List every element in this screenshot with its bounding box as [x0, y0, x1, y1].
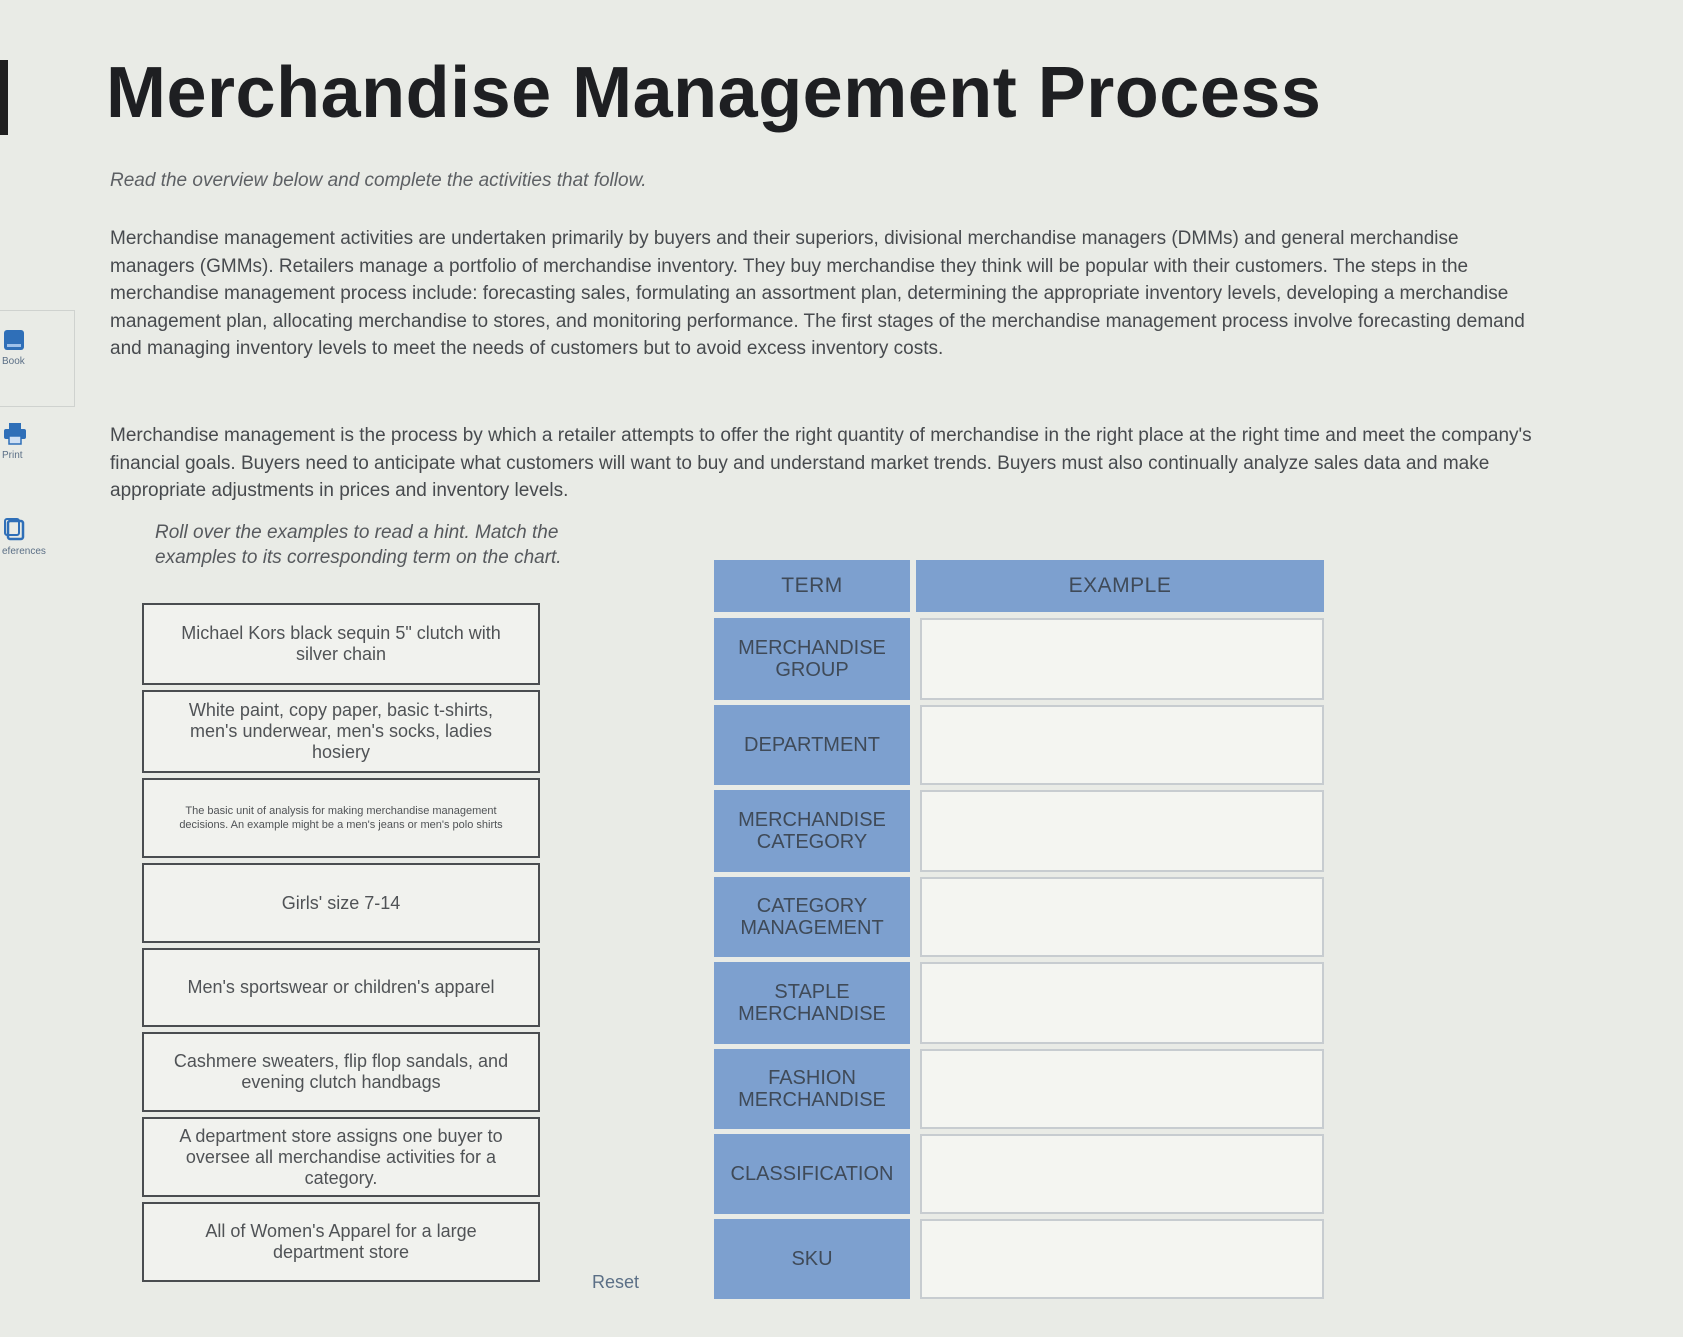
example-card[interactable]: White paint, copy paper, basic t-shirts, men's underwear, men's socks, ladies hosiery [142, 690, 540, 773]
drop-zone-category-management[interactable] [920, 877, 1324, 957]
overview-paragraph-1: Merchandise management activities are undertaken primarily by buyers and their superiors, divisional merchandise managers (DMMs) and general merchandise managers (GMMs). Retailers manage a portfolio of merchandise inventory. They buy merchandise they think will be popular with their customers. The steps in the merchandise management process include: forecasting sales, formulating an assortment plan, determining the appropriate inventory levels, developing a merchandise management plan, allocating merchandise to stores, and monitoring performance. The first stages of the merchandise management process involve forecasting demand and managing inventory levels to meet the needs of customers but to avoid excess inventory costs. [110, 228, 1525, 359]
term-staple-merchandise: STAPLE MERCHANDISE [714, 962, 910, 1044]
overview-paragraph-2: Merchandise management is the process by which a retailer attempts to offer the right quantity of merchandise in the right place at the right time and meet the company's financial goals. Buyers need to anticipate what customers will want to buy and understand market trends. Buyers must also continually analyze sales data and make appropriate adjustments in prices and inventory levels. [110, 425, 1532, 501]
example-card[interactable]: Girls' size 7-14 [142, 863, 540, 943]
drop-zone-merchandise-group[interactable] [920, 618, 1324, 700]
term-merchandise-category: MERCHANDISE CATEGORY [714, 790, 910, 872]
example-card[interactable]: A department store assigns one buyer to oversee all merchandise activities for a category. [142, 1117, 540, 1197]
drop-zone-sku[interactable] [920, 1219, 1324, 1299]
drop-zone-fashion-merchandise[interactable] [920, 1049, 1324, 1129]
sidebar-item-print[interactable] [0, 422, 66, 461]
sidebar-item-label: eferences [2, 546, 46, 557]
drop-zone-staple-merchandise[interactable] [920, 962, 1324, 1044]
term-merchandise-group: MERCHANDISE GROUP [714, 618, 910, 700]
example-card[interactable]: Michael Kors black sequin 5" clutch with silver chain [142, 603, 540, 685]
drop-zone-merchandise-category[interactable] [920, 790, 1324, 872]
chart-header-example: EXAMPLE [916, 560, 1324, 612]
sidebar-item-book[interactable] [0, 328, 66, 367]
sidebar-item-label: Book [2, 356, 25, 367]
example-card[interactable]: Men's sportswear or children's apparel [142, 948, 540, 1027]
term-fashion-merchandise: FASHION MERCHANDISE [714, 1049, 910, 1129]
drop-zone-department[interactable] [920, 705, 1324, 785]
example-card[interactable]: All of Women's Apparel for a large department store [142, 1202, 540, 1282]
rail-divider [0, 60, 8, 135]
chart-header-term: TERM [714, 560, 910, 612]
term-sku: SKU [714, 1219, 910, 1299]
term-classification: CLASSIFICATION [714, 1134, 910, 1214]
sidebar-item-references[interactable] [0, 518, 66, 557]
activity-instruction: Roll over the examples to read a hint. Match the examples to its corresponding term on the chart. [155, 522, 562, 568]
print-icon [4, 422, 26, 446]
example-card[interactable]: The basic unit of analysis for making merchandise management decisions. An example might be a men's jeans or men's polo shirts [142, 778, 540, 858]
example-card[interactable]: Cashmere sweaters, flip flop sandals, and evening clutch handbags [142, 1032, 540, 1112]
intro-text: Read the overview below and complete the activities that follow. [110, 170, 647, 191]
sidebar-item-label: Print [2, 450, 23, 461]
references-icon [4, 518, 26, 542]
drop-zone-classification[interactable] [920, 1134, 1324, 1214]
book-icon [4, 328, 26, 352]
term-category-management: CATEGORY MANAGEMENT [714, 877, 910, 957]
term-department: DEPARTMENT [714, 705, 910, 785]
left-toolbar [0, 0, 70, 1337]
reset-button[interactable]: Reset [592, 1272, 640, 1292]
page-title: Merchandise Management Process [106, 53, 1322, 133]
